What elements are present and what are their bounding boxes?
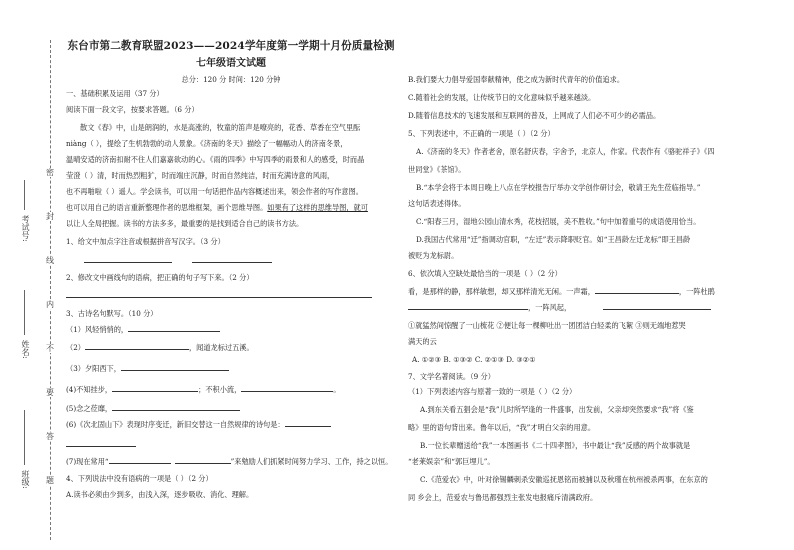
poem-text: (4)不知挂步， [66, 385, 113, 394]
q6-blank [603, 302, 711, 310]
passage-line: 莹澄（ ）清，时而热烈粗犷，时而端庄沉静，时而自然纯洁，时而充满诗意的风雨， [66, 171, 335, 180]
passage-line [66, 201, 368, 214]
answer-blank [192, 262, 272, 263]
class-label: 班级: [21, 470, 30, 489]
name-blank [24, 290, 25, 335]
q6-text: 看，是那样的静，那样敏想，却又那样清光无闲。一声霜， [408, 287, 595, 296]
option-b: B.我们要大力倡导爱国奉献精神，使之成为新时代青年的价值追求。 [408, 75, 625, 84]
poem-item [66, 418, 331, 431]
section-heading: 一、基础积累及运用（37 分） [66, 89, 164, 98]
option-text: 这句话表述得体。 [408, 199, 466, 208]
option-c: C.随着社会的发展，让传统节日的文化意味似乎越来越淡。 [408, 93, 596, 102]
seal-line [50, 40, 51, 540]
poem-blank [112, 403, 240, 411]
passage-line: 也不再啪啦（ ）遥人。学会读书，可以用一句话把作品内容概述出来，领会作者的写作意图。 [66, 187, 363, 196]
seal-char: 线 [46, 256, 54, 265]
answer-blank [84, 262, 172, 263]
underlined-sentence: 如果有了这样的思维导图，就可 [267, 203, 368, 212]
question-1: 1、给文中加点字注音或根据拼音写汉字。（3 分） [66, 237, 225, 246]
poem-text: (7)现在常用“ [66, 457, 109, 466]
option-text: 同 乡会上，范爱农与鲁迅都强烈主张发电报痛斥清满政府。 [408, 493, 598, 502]
poem-blank [109, 456, 171, 464]
exam-meta: 总分：120 分 时间：120 分钟 [181, 75, 281, 84]
poem-blank [285, 419, 331, 427]
poem-blank [175, 456, 231, 464]
question-5: 5、下列表述中，不正确的一项是（ ）（2 分） [408, 129, 555, 138]
q6-text: ，一阵杜鹃 [678, 287, 715, 296]
name-label: 姓名: [21, 340, 30, 359]
option-c: C.《范爱农》中，叶对徐锡麟刺杀安徽巡抚恩铭而被捕以及秋瑾在杭州被杀两事，在东京的 [420, 475, 708, 484]
option-a: A.《济南的冬天》作者老舍，原名舒庆春，字舍予，北京人，作家。代表作有《骆驼祥子》《四 [416, 147, 715, 156]
passage-line: 温晴安适的济南扣耐不住人们嘉嘉欲动的心。《雨的四季》中写四季的雨景和人的感受，时而晶 [66, 155, 365, 164]
poem-text: （3）夕阳西下， [66, 364, 121, 373]
seal-char: 不 [46, 344, 54, 353]
question-6-text [408, 301, 711, 314]
poem-blank [121, 363, 229, 371]
exam-number-blank [24, 180, 25, 210]
q6-choices: A. ①②③ B. ①③② C. ②①③ D. ③②① [412, 355, 536, 364]
seal-char: 密 [46, 168, 54, 177]
poem-text: (6)《次北固山下》表现时序变迁，新旧交替这一自然规律的诗句是： [66, 420, 285, 429]
question-6: 6、依次填入空缺处最恰当的一项是（ ）（2 分） [408, 269, 562, 278]
poem-text: (5)念之莅靡， [66, 404, 113, 413]
poem-item [66, 341, 254, 354]
class-blank [24, 410, 25, 465]
poem-text: ”来勉励人们抓紧时间努力学习、工作，持之以恒。 [230, 457, 393, 466]
question-4: 4、下列说法中没有语病的一项是（ ）（2 分） [66, 474, 213, 483]
question-7: 7、文学名著阅读。（9 分） [408, 372, 495, 381]
option-d: D.随着信息技术的飞速发展和互联网的普及，上网成了人们必不可少的必需品。 [408, 111, 661, 120]
poem-text: （2） [66, 343, 85, 352]
poem-blank [112, 384, 198, 392]
seal-char: 内 [46, 300, 54, 309]
poem-item [66, 455, 392, 468]
q6-blank [595, 286, 679, 294]
question-6-text [408, 285, 715, 298]
question-2: 2、修改文中画线句的语病，把正确的句子写下来。（2 分） [66, 273, 254, 282]
poem-item [66, 362, 229, 375]
option-text: “老莱娱亲”和“郭巨埋儿”。 [408, 457, 495, 466]
q6-text: ，一阵风起， [528, 303, 572, 312]
poem-item [66, 323, 220, 336]
question-3: 3、古诗名句默写。（10 分） [66, 309, 158, 318]
q6-options: ①就猛然间惊醒了一山梳花 ②便让每一棵柳吐出一团团洁白轻柔的飞絮 ③则无端地惹哭 [408, 321, 686, 330]
passage-line: 以让人全局把握。读书的方法多多，最重要的是找到适合自己的读书方法。 [66, 219, 304, 228]
option-text: 被贬为龙标尉。 [408, 251, 459, 260]
poem-text: ，闻道龙标过五溪。 [188, 343, 254, 352]
poem-blank [85, 342, 189, 350]
exam-subtitle: 七年级语文试题 [196, 58, 266, 69]
poem-item [66, 383, 340, 396]
passage-text: 也可以用自己的语言重新整理作者的思维框架，画个思维导图。 [66, 203, 268, 212]
seal-char: 封 [46, 212, 54, 221]
poem-text: ；不积小流， [198, 385, 242, 394]
poem-blank [128, 324, 220, 332]
q6-blank [408, 302, 528, 310]
exam-number-label: 考试号: [21, 215, 30, 242]
option-text: 略》里的语句背出来。鲁年以后，“我”才明白父亲的用意。 [408, 423, 596, 432]
poem-text: （1）风轻悄悄的， [66, 325, 129, 334]
option-b: B.“本学会将于本周日晚上八点在学校报告厅举办文学创作研讨会，敬请王先生莅临指导。” [416, 183, 701, 192]
passage-line: 散文《春》中，山是朗润的，水是高涨的，牧童的笛声是嘹亮的，花香、草香在空气里酝 [80, 123, 361, 132]
poem-blank [241, 384, 333, 392]
question-7-1: （1）下列表述内容与原著一致的一项是（ ）（2 分） [408, 387, 577, 396]
answer-blank [66, 297, 372, 298]
binding-margin [0, 0, 62, 550]
option-text: 世同堂》《茶馆》。 [408, 165, 466, 174]
seal-char: 要 [46, 388, 54, 397]
option-c: C.“阳春三月，湿地公园山清水秀，花枝招展，美不胜收。”句中加着重号的成语使用恰当。 [416, 217, 701, 226]
question-intro: 阅读下面一段文字，按要求答题。（6 分） [66, 105, 199, 114]
seal-char: 答 [46, 432, 54, 441]
poem-text: 。 [333, 385, 341, 394]
answer-blank [66, 446, 136, 447]
option-text: 满天的云 [408, 337, 437, 346]
exam-title: 东台市第二教育联盟2023——2024学年度第一学期十月份质量检测 [67, 40, 395, 52]
option-a: A.读书必须由少到多，由浅入深，逐步吸收、消化、理解。 [66, 490, 254, 499]
passage-line: niàng（ ），提绘了生机勃勃的动人景象。《济南的冬天》描绘了一幅幅动人的济南冬景， [66, 139, 348, 148]
option-b: B.一位长辈赠送给“我”一本图画书《二十四孝图》，书中最让“我”反感的两个故事就是 [420, 441, 691, 450]
option-a: A.到东关看五猖会是“我”儿时所罕逢的一件盛事，出发前，父亲却突然要求“我”将《鉴 [420, 405, 694, 414]
poem-item [66, 402, 240, 415]
seal-char: 题 [46, 476, 54, 485]
option-d: D.我国古代常用“迁”指调动官职，“左迁”表示降职贬官。如“王昌龄左迁龙标”即王昌龄 [416, 235, 691, 244]
